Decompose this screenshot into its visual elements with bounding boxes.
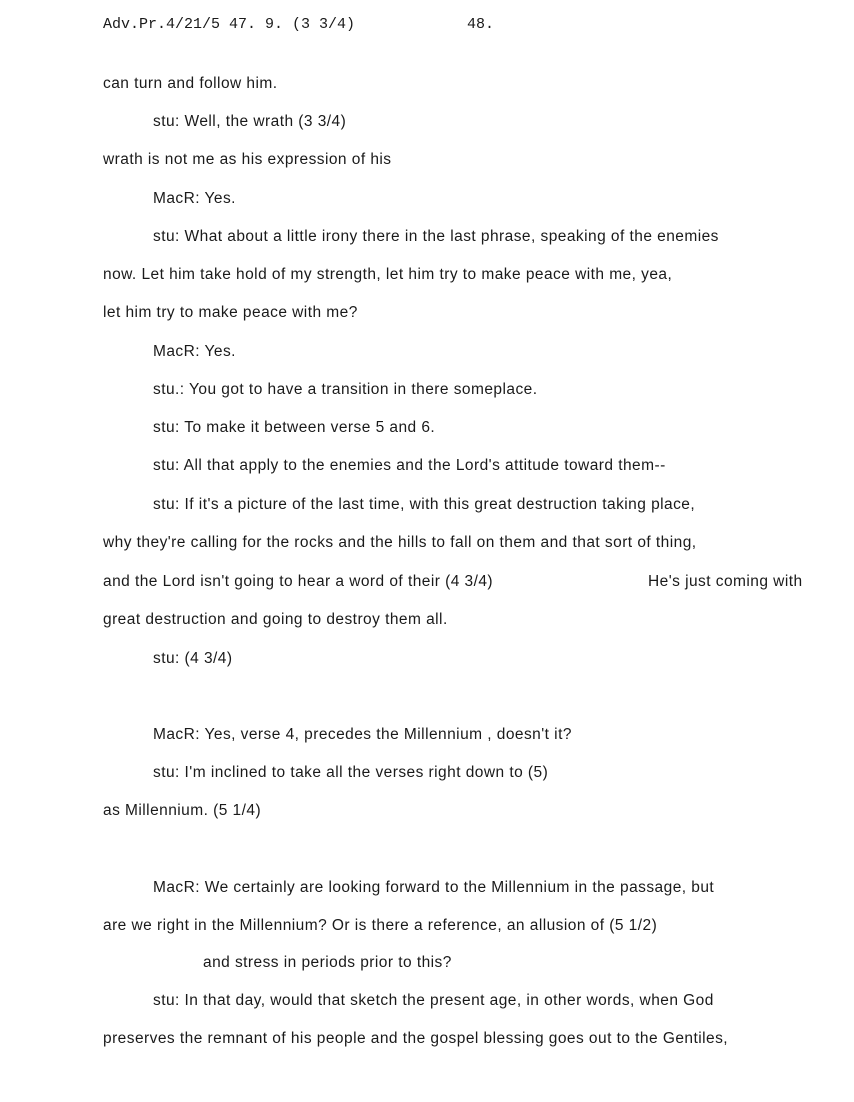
text-line: MacR: We certainly are looking forward to the Millennium in the passage, but (153, 879, 715, 896)
text-line: preserves the remnant of his people and the gospel blessing goes out to the Gentiles, (103, 1030, 729, 1047)
page-number: 48. (467, 16, 495, 33)
text-line: stu: I'm inclined to take all the verses right down to (5) (153, 764, 549, 781)
text-line: stu: Well, the wrath (3 3/4) (153, 113, 347, 130)
text-line: stu.: You got to have a transition in there someplace. (153, 381, 538, 398)
text-line: now. Let him take hold of my strength, let him try to make peace with me, yea, (103, 266, 673, 283)
text-line: as Millennium. (5 1/4) (103, 802, 262, 819)
text-line: stu: All that apply to the enemies and the Lord's attitude toward them-- (153, 457, 666, 474)
text-line: stu: What about a little irony there in the last phrase, speaking of the enemies (153, 228, 719, 245)
text-line: stu: If it's a picture of the last time, with this great destruction taking place, (153, 496, 696, 513)
text-line: and the Lord isn't going to hear a word of their (4 3/4) (103, 573, 494, 590)
text-line: stu: To make it between verse 5 and 6. (153, 419, 436, 436)
text-line: stu: In that day, would that sketch the present age, in other words, when God (153, 992, 714, 1009)
text-line: can turn and follow him. (103, 75, 278, 92)
text-line: MacR: Yes. (153, 343, 236, 360)
text-line: stu: (4 3/4) (153, 650, 233, 667)
text-line: why they're calling for the rocks and the hills to fall on them and that sort of thing, (103, 534, 697, 551)
text-line: let him try to make peace with me? (103, 304, 358, 321)
text-line: great destruction and going to destroy them all. (103, 611, 448, 628)
text-line: MacR: Yes, verse 4, precedes the Millennium , doesn't it? (153, 726, 572, 743)
text-line: are we right in the Millennium? Or is there a reference, an allusion of (5 1/2) (103, 917, 658, 934)
text-line-continuation: He's just coming with (648, 573, 803, 590)
text-line: and stress in periods prior to this? (203, 954, 452, 971)
text-line: wrath is not me as his expression of his (103, 151, 392, 168)
text-line: MacR: Yes. (153, 190, 236, 207)
page-reference: Adv.Pr.4/21/5 47. 9. (3 3/4) (103, 16, 356, 33)
